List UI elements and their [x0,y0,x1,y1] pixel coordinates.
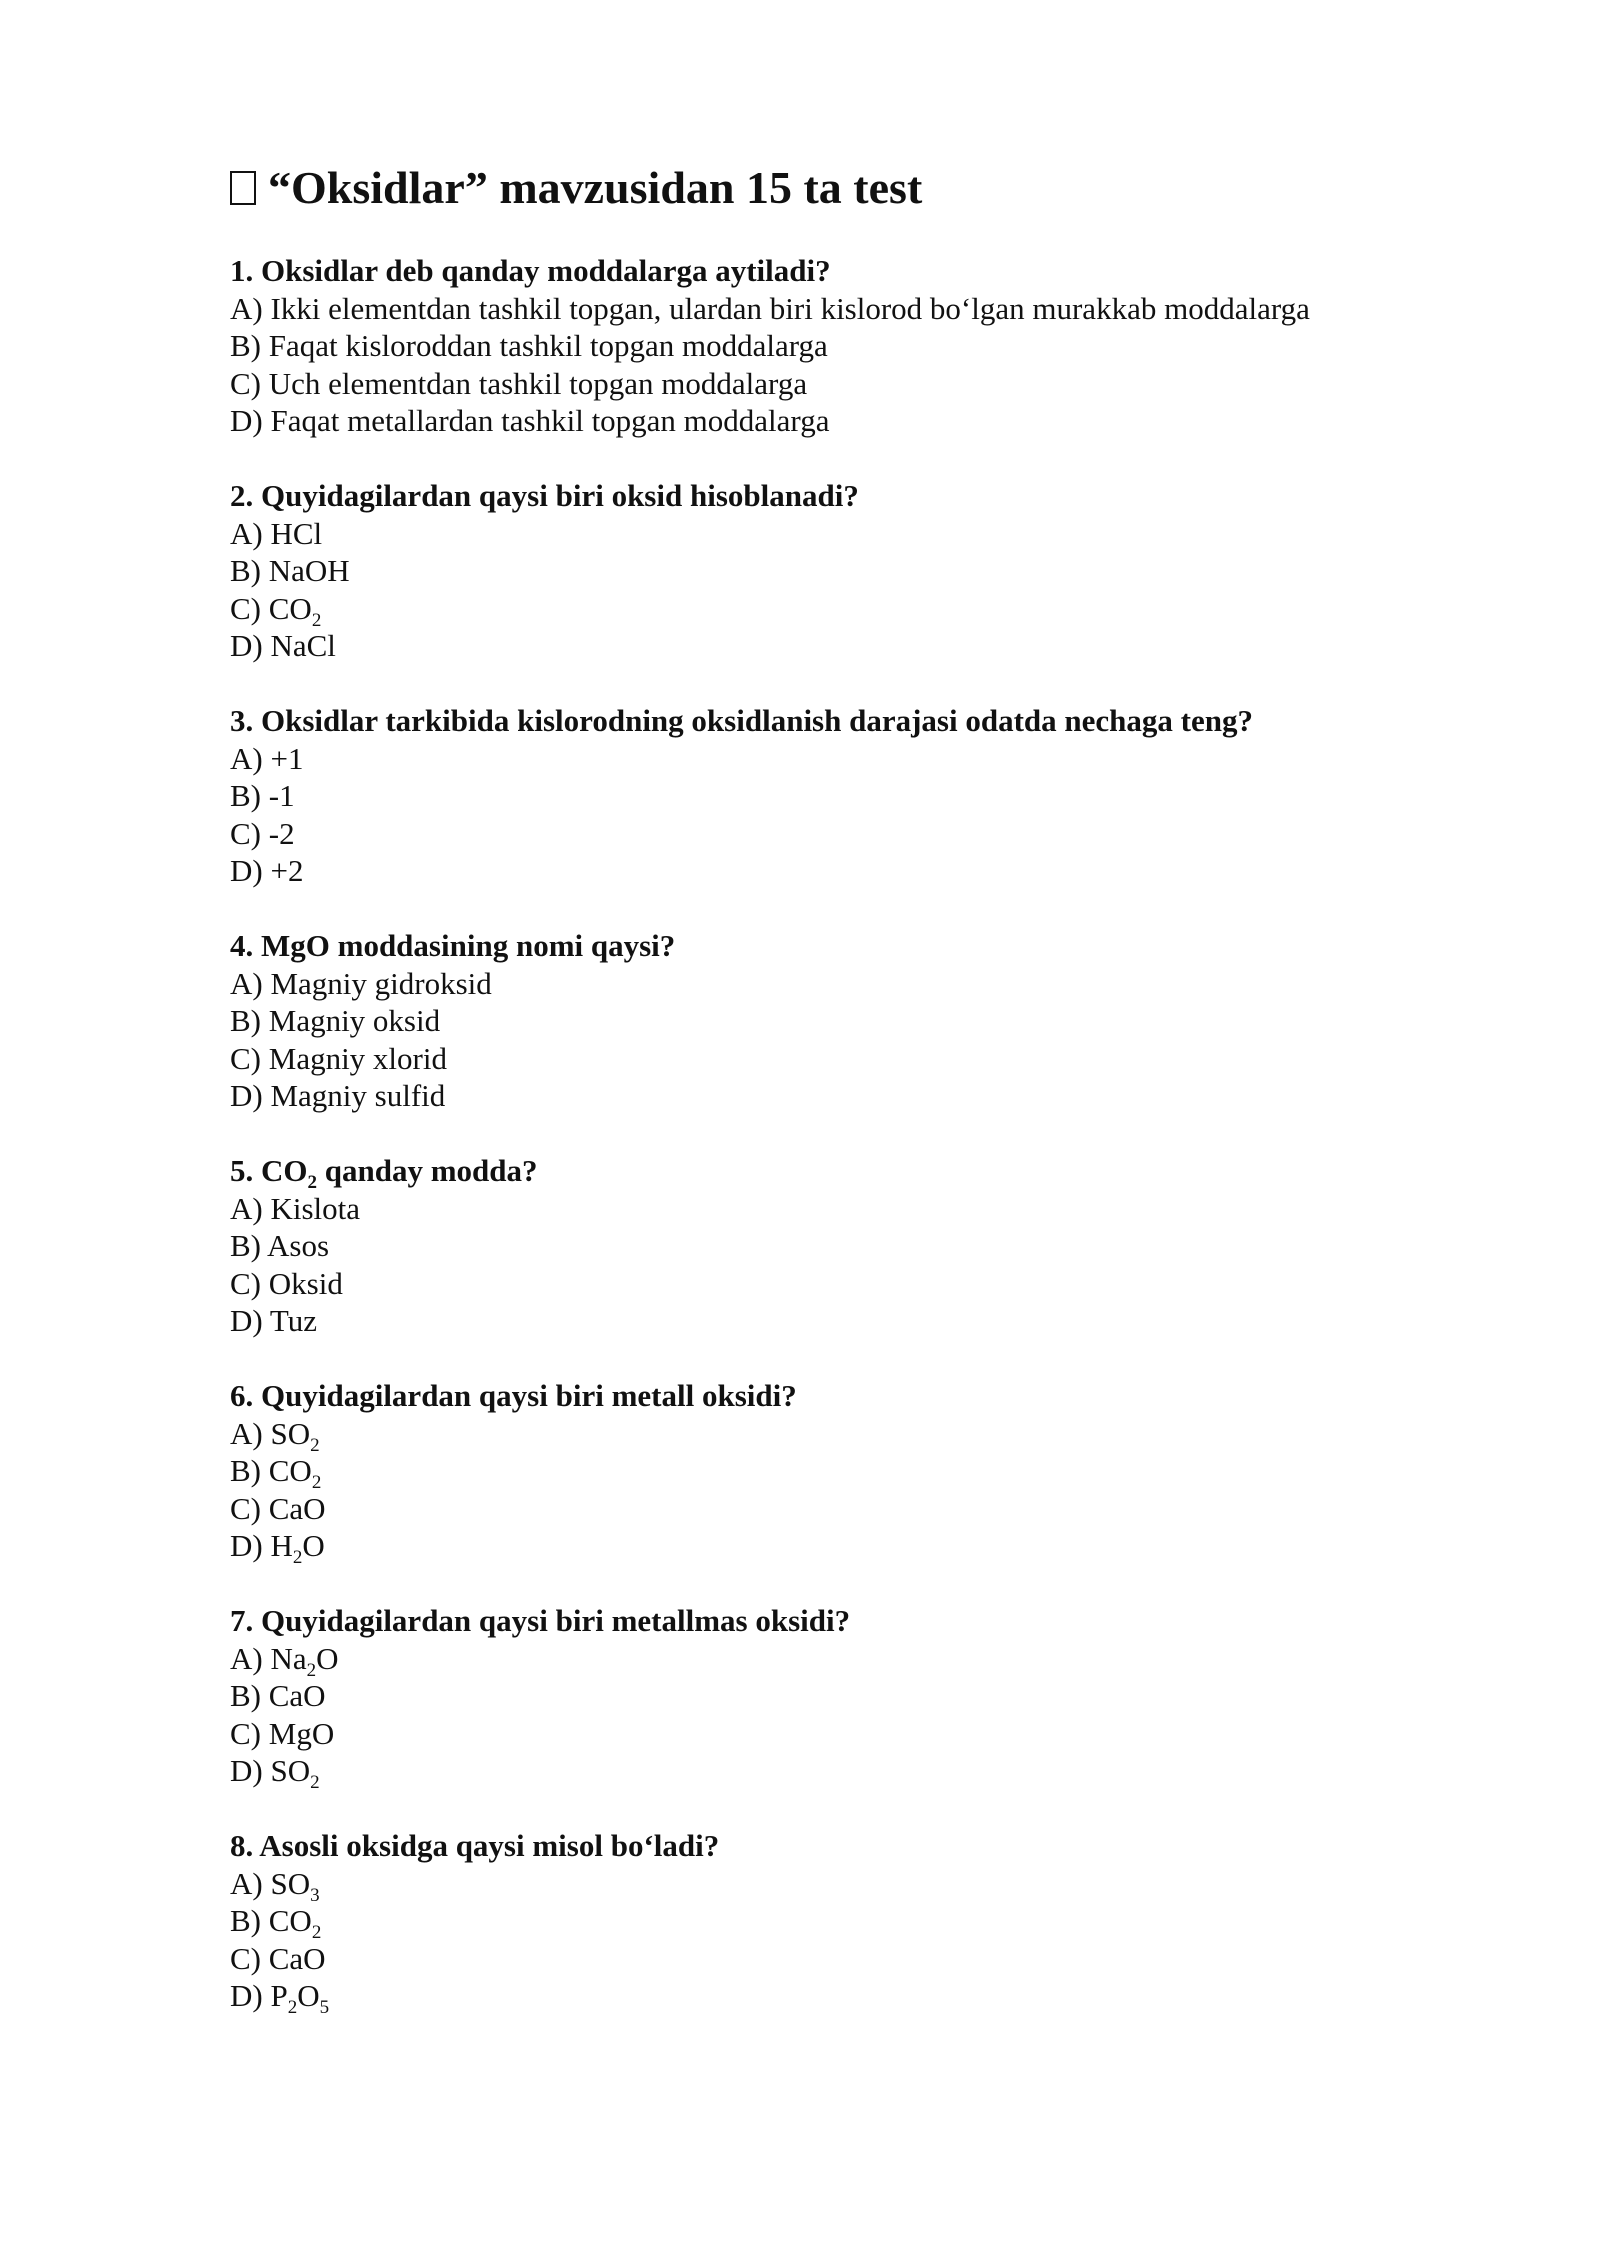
text-run: P [270,1978,288,2013]
option-label: C) [230,365,269,401]
question-block [230,1152,1600,1340]
option-label: C) [230,1940,269,1976]
question-number: 8. [230,1828,260,1863]
subscript: 2 [310,1434,320,1456]
answer-option [230,1265,1600,1303]
text-run: CO [268,1453,312,1488]
answer-option [230,852,1600,890]
answer-option [230,1940,1600,1978]
question-text [230,252,1600,290]
text-run: Tuz [269,1303,318,1338]
text-run: SO [270,1753,311,1788]
text-run: O [316,1640,339,1676]
question-block [230,702,1600,890]
option-label: A) [230,1865,271,1901]
text-run: NaCl [270,628,336,663]
answer-option [230,1302,1600,1340]
answer-option [230,1002,1600,1040]
question-block [230,1377,1600,1568]
answer-option [230,627,1600,665]
option-label: B) [230,1228,268,1263]
question-number: 2. [230,478,261,513]
answer-option [230,815,1600,853]
text-run: Oksidlar deb qanday moddalarga aytiladi? [261,253,831,288]
question-list [230,252,1600,2018]
text-run: Magniy gidroksid [270,965,492,1001]
answer-option [230,1190,1600,1228]
text-run: O [297,1978,320,2013]
question-text [230,477,1600,515]
text-run: +2 [270,853,304,888]
subscript: 2 [311,609,322,631]
text-run: Oksid [268,1265,343,1301]
text-run: SO [270,1865,311,1901]
text-run: Asosli oksidga qaysi misol bo‘ladi? [259,1828,720,1863]
question-number: 4. [230,928,261,963]
answer-option [230,402,1600,440]
question-block [230,477,1600,665]
option-label: A) [230,740,271,776]
missing-glyph-icon [230,171,256,205]
question-text [230,1152,1600,1193]
text-run: CO [261,1153,308,1188]
answer-option [230,327,1600,365]
text-run: HCl [270,515,323,551]
answer-option [230,777,1600,815]
question-text [230,927,1600,965]
text-run: SO [270,1415,311,1451]
text-run: MgO moddasining nomi qaysi? [261,928,676,963]
document-title-text: “Oksidlar” mavzusidan 15 ta test [268,162,923,213]
answer-option [230,552,1600,590]
text-run: Quyidagilardan qaysi biri oksid hisoblanadi? [261,478,859,513]
answer-option [230,1977,1600,2018]
question-block [230,1827,1600,2018]
question-text [230,702,1600,740]
text-run: NaOH [268,553,350,588]
subscript: 2 [306,1659,317,1681]
answer-option [230,1490,1600,1528]
option-label: C) [230,1040,269,1076]
answer-option [230,1752,1600,1793]
option-label: B) [230,1003,269,1038]
question-number: 5. [230,1153,261,1188]
question-number: 6. [230,1378,261,1413]
question-text [230,1827,1600,1865]
question-text [230,1602,1600,1640]
answer-option [230,1865,1600,1906]
text-run: CaO [268,1678,326,1713]
option-label: C) [230,815,269,851]
text-run: Magniy oksid [268,1003,441,1038]
text-run: Faqat metallardan tashkil topgan moddalarga [270,403,830,438]
question-number: 3. [230,703,261,738]
text-run: Na [270,1640,307,1676]
answer-option [230,1077,1600,1115]
option-label: B) [230,1453,269,1488]
text-run: H [270,1528,293,1563]
document-title [230,160,1600,216]
text-run: CO [268,590,312,626]
text-run: Uch elementdan tashkil topgan moddalarga [268,365,808,401]
question-block [230,252,1600,440]
answer-option [230,965,1600,1003]
option-label: D) [230,628,271,663]
option-label: B) [230,553,269,588]
text-run: -2 [268,815,295,851]
question-number: 7. [230,1603,261,1638]
text-run: Quyidagilardan qaysi biri metall oksidi? [261,1378,797,1413]
answer-option [230,365,1600,403]
option-label: C) [230,1490,269,1526]
question-block [230,1602,1600,1793]
text-run: CO [268,1903,312,1938]
option-label: B) [230,1903,269,1938]
question-number: 1. [230,253,261,288]
answer-option [230,515,1600,553]
answer-option [230,1902,1600,1943]
subscript: 2 [310,1772,320,1793]
option-label: A) [230,1640,271,1676]
answer-option [230,1715,1600,1753]
text-run: Asos [267,1228,330,1263]
subscript: 5 [319,1997,330,2018]
text-run: qanday modda? [317,1153,538,1188]
option-label: D) [230,1753,271,1788]
text-run: Magniy xlorid [268,1040,447,1076]
text-run: CaO [268,1490,326,1526]
answer-option [230,740,1600,778]
text-run: -1 [268,778,295,813]
text-run: Magniy sulfid [270,1078,446,1113]
text-run: MgO [268,1715,335,1751]
option-label: B) [230,1678,269,1713]
answer-option [230,1527,1600,1568]
answer-option [230,1415,1600,1456]
subscript: 2 [311,1922,322,1943]
answer-option [230,1227,1600,1265]
option-label: A) [230,290,271,326]
subscript: 2 [307,1172,317,1193]
option-label: C) [230,1715,269,1751]
option-label: D) [230,403,271,438]
answer-option [230,1040,1600,1078]
question-block [230,927,1600,1115]
text-run: Ikki elementdan tashkil topgan, ulardan biri kislorod bo‘lgan murakkab moddalarga [270,290,1310,326]
subscript: 2 [292,1547,303,1568]
text-run: CaO [268,1940,326,1976]
option-label: D) [230,1078,271,1113]
option-label: D) [230,1978,271,2013]
subscript: 2 [311,1472,322,1493]
option-label: D) [230,853,271,888]
answer-option [230,1452,1600,1493]
option-label: B) [230,778,269,813]
answer-option [230,290,1600,328]
subscript: 3 [310,1884,320,1906]
text-run: O [302,1528,325,1563]
option-label: B) [230,328,269,363]
text-run: Oksidlar tarkibida kislorodning oksidlanish darajasi odatda nechaga teng? [261,703,1253,738]
subscript: 2 [287,1997,298,2018]
answer-option [230,590,1600,631]
option-label: D) [230,1528,271,1563]
option-label: D) [230,1303,270,1338]
text-run: Faqat kisloroddan tashkil topgan moddalarga [268,328,828,363]
option-label: A) [230,1190,271,1226]
answer-option [230,1677,1600,1715]
text-run: Quyidagilardan qaysi biri metallmas oksidi? [261,1603,851,1638]
option-label: C) [230,590,269,626]
option-label: A) [230,1415,271,1451]
option-label: A) [230,515,271,551]
text-run: Kislota [270,1190,361,1226]
question-text [230,1377,1600,1415]
text-run: +1 [270,740,304,776]
answer-option [230,1640,1600,1681]
option-label: A) [230,965,271,1001]
option-label: C) [230,1265,269,1301]
